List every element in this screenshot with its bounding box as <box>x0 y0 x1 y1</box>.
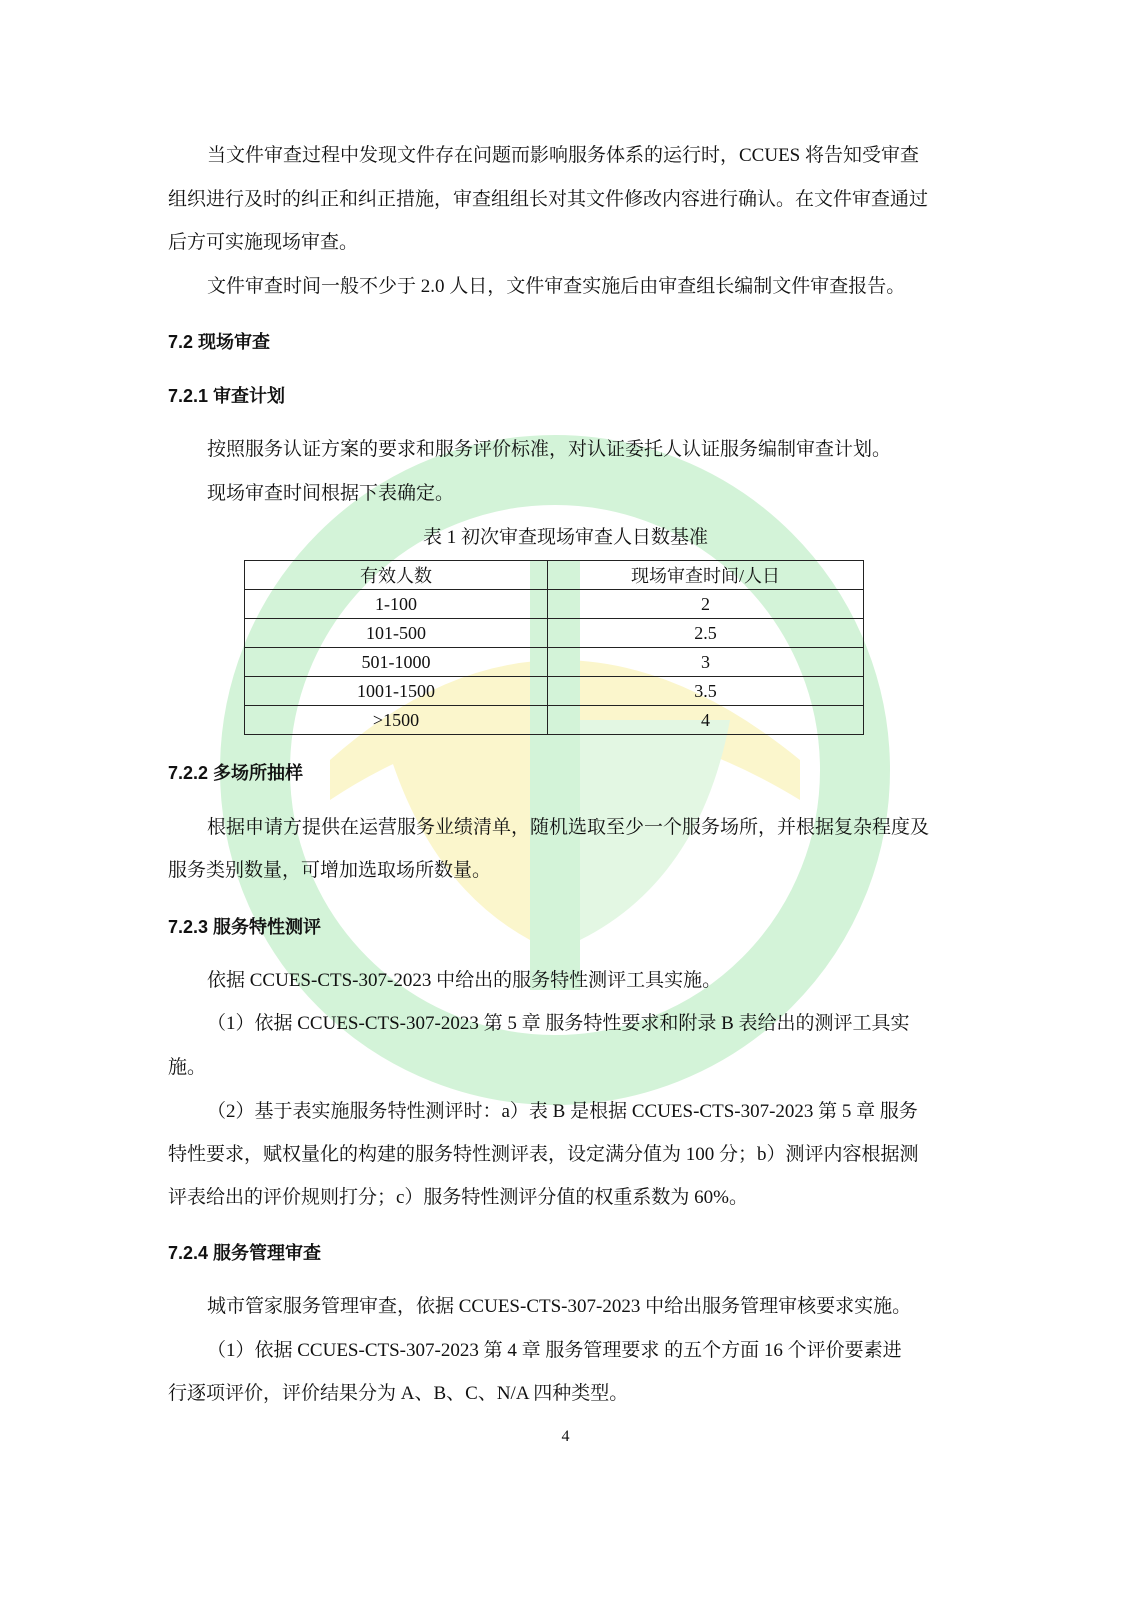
paragraph-line: 后方可实施现场审查。 <box>168 232 359 253</box>
paragraph-line: 依据 CCUES-CTS-307-2023 中给出的服务特性测评工具实施。 <box>207 970 722 991</box>
paragraph-line: 根据申请方提供在运营服务业绩清单，随机选取至少一个服务场所，并根据复杂程度及 <box>207 817 930 838</box>
table-cell: 101-500 <box>245 619 548 648</box>
table-header: 有效人数 <box>245 561 548 590</box>
paragraph-line: （2）基于表实施服务特性测评时：a）表 B 是根据 CCUES-CTS-307-2023 第 5 章 服务 <box>207 1101 918 1122</box>
table-row <box>245 706 864 735</box>
paragraph-line: 文件审查时间一般不少于 2.0 人日，文件审查实施后由审查组长编制文件审查报告。 <box>207 276 906 297</box>
table-cell: 1-100 <box>245 590 548 619</box>
table-row <box>245 590 864 619</box>
audit-days-table <box>244 560 864 735</box>
table-cell: 501-1000 <box>245 648 548 677</box>
table-row <box>245 677 864 706</box>
heading-7-2-1: 7.2.1 审查计划 <box>168 386 286 406</box>
paragraph-line: 当文件审查过程中发现文件存在问题而影响服务体系的运行时，CCUES 将告知受审查 <box>207 145 919 166</box>
paragraph-line: 服务类别数量，可增加选取场所数量。 <box>168 860 492 881</box>
paragraph-line: 组织进行及时的纠正和纠正措施，审查组组长对其文件修改内容进行确认。在文件审查通过 <box>168 189 929 210</box>
table-cell: 3.5 <box>548 677 864 706</box>
heading-7-2: 7.2 现场审查 <box>168 332 271 352</box>
table-cell: >1500 <box>245 706 548 735</box>
paragraph-line: 现场审查时间根据下表确定。 <box>207 483 455 504</box>
paragraph-line: 特性要求，赋权量化的构建的服务特性测评表，设定满分值为 100 分；b）测评内容根据测 <box>168 1144 919 1165</box>
paragraph-line: 城市管家服务管理审查，依据 CCUES-CTS-307-2023 中给出服务管理审核要求实施。 <box>207 1296 912 1317</box>
table-header-row <box>245 561 864 590</box>
heading-7-2-4: 7.2.4 服务管理审查 <box>168 1243 322 1263</box>
table-cell: 2 <box>548 590 864 619</box>
table-cell: 1001-1500 <box>245 677 548 706</box>
paragraph-line: 按照服务认证方案的要求和服务评价标准，对认证委托人认证服务编制审查计划。 <box>207 439 892 460</box>
paragraph-line: （1）依据 CCUES-CTS-307-2023 第 4 章 服务管理要求 的五个方面 16 个评价要素进 <box>207 1340 902 1361</box>
page-number: 4 <box>561 1428 570 1445</box>
table-cell: 3 <box>548 648 864 677</box>
table-header: 现场审查时间/人日 <box>548 561 864 590</box>
paragraph-line: 评表给出的评价规则打分；c）服务特性测评分值的权重系数为 60%。 <box>168 1187 749 1208</box>
table-row <box>245 648 864 677</box>
heading-7-2-2: 7.2.2 多场所抽样 <box>168 763 304 783</box>
paragraph-line: 施。 <box>168 1057 207 1078</box>
heading-7-2-3: 7.2.3 服务特性测评 <box>168 917 322 937</box>
table-row <box>245 619 864 648</box>
table-cell: 2.5 <box>548 619 864 648</box>
paragraph-line: （1）依据 CCUES-CTS-307-2023 第 5 章 服务特性要求和附录 B 表给出的测评工具实 <box>207 1013 910 1034</box>
paragraph-line: 行逐项评价，评价结果分为 A、B、C、N/A 四种类型。 <box>168 1383 629 1404</box>
table-cell: 4 <box>548 706 864 735</box>
table-caption: 表 1 初次审查现场审查人日数基准 <box>422 527 708 548</box>
